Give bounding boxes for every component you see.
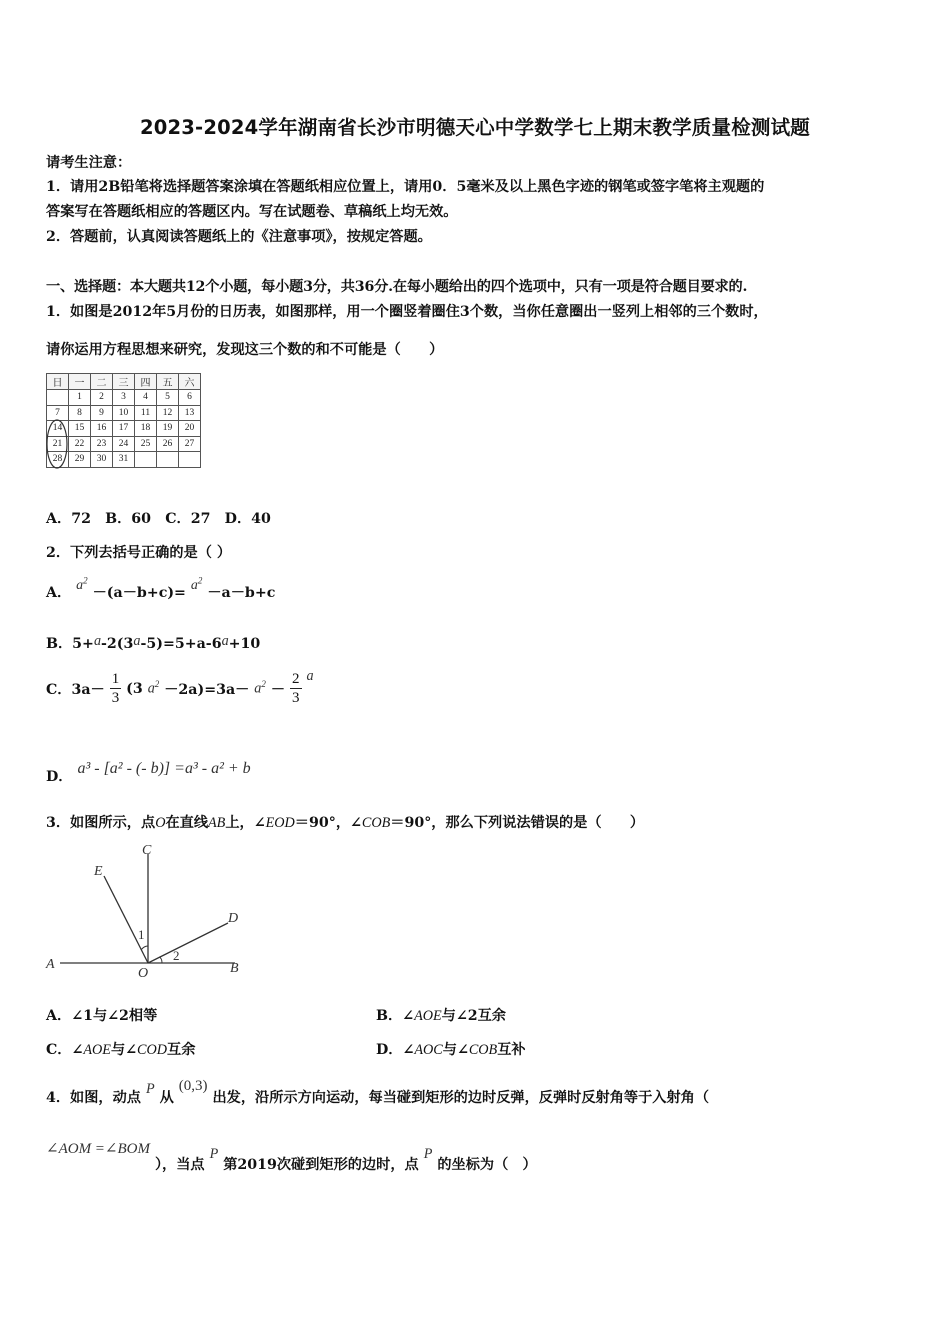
calendar-cell: 18 [135,421,157,437]
option-a-mid: －(a－b+c)= [92,585,186,601]
line-ab: AB [208,815,226,831]
q3-option-a: A．∠1与∠2相等 [46,1008,158,1024]
calendar-cell: 14 [47,421,69,437]
q3-stem-pre: 3．如图所示，点 [46,815,156,831]
angle-name: AOE [83,1042,111,1058]
q3-stem-mid3: ＝90°，∠ [294,815,362,831]
calendar-cell: 16 [91,421,113,437]
option-text: 互余 [167,1042,196,1058]
angle-eod: EOD [265,815,295,831]
q2-option-c [46,670,314,707]
option-c-label: C．3a－ [46,681,105,698]
calendar-cell: 15 [69,421,91,437]
option-text: 与∠2互余 [441,1008,506,1024]
calendar-cell: 22 [69,436,91,452]
var-a: a [147,680,155,697]
calendar-header-row [47,374,201,390]
q3-angle-figure [40,838,260,983]
point-p: P [209,1146,219,1162]
calendar-cell: 17 [113,421,135,437]
angle-name: AOE [414,1008,442,1024]
q4-stem-line-2 [46,1141,537,1173]
point-p: P [423,1146,433,1162]
calendar-cell: 27 [179,436,201,452]
option-label: D．∠ [376,1042,415,1058]
point-p: P [145,1081,155,1097]
angle-name: COB [468,1042,498,1058]
calendar-header-cell: 一 [69,374,91,390]
label-a: A [46,957,55,972]
q3-option-b [376,1005,506,1025]
calendar-cell: 5 [157,390,179,406]
exponent: 2 [261,679,266,690]
option-text: 与∠ [442,1042,469,1058]
q1-stem-line-2: 请你运用方程思想来研究，发现这三个数的和不可能是（ ） [46,342,444,358]
var-a: a [221,633,229,649]
calendar-cell: 24 [113,436,135,452]
q2-option-b [46,633,260,653]
angle-name: AOC [414,1042,443,1058]
q4-stem-line-1 [46,1078,710,1107]
calendar-cell: 28 [47,452,69,468]
fraction-one-third [110,670,122,707]
calendar-cell: 31 [113,452,135,468]
label-o: O [138,966,149,981]
angle-name: COD [137,1042,168,1058]
var-a: a [76,578,84,593]
q3-stem-mid: 在直线 [165,815,209,831]
denominator: 3 [292,690,300,706]
calendar-cell: 10 [113,405,135,421]
point-o: O [155,815,166,831]
angle-cob: COB [361,815,391,831]
calendar-cell: 26 [157,436,179,452]
calendar-cell [135,452,157,468]
calendar-cell: 9 [91,405,113,421]
calendar-header-cell: 二 [91,374,113,390]
calendar-cell: 3 [113,390,135,406]
calendar-cell: 8 [69,405,91,421]
option-a-label: A． [46,585,72,601]
option-c-mid: (3 [126,680,143,697]
calendar-cell [47,390,69,406]
label-d: D [228,911,239,926]
section-heading: 一、选择题：本大题共12个小题，每小题3分，共36分.在每小题给出的四个选项中，只有一项是符合题目要求的. [46,279,748,295]
calendar-cell [179,452,201,468]
option-b-tail: +10 [228,636,261,652]
q2-option-d [46,760,251,785]
q4-line2-mid2: 第2019次碰到矩形的边时，点 [223,1157,419,1173]
option-d-expression: a³ - [a² - (- b)] =a³ - a² + b [77,760,251,777]
option-text: 互补 [497,1042,526,1058]
q4-line2-mid: ），当点 [154,1157,205,1173]
option-c-mid2: －2a)=3a－ [164,681,250,698]
calendar-header-cell: 三 [113,374,135,390]
var-a: a [93,633,102,649]
notice-item-1-line-1: 1．请用2B铅笔将选择题答案涂填在答题纸相应位置上，请用0．5毫米及以上黑色字迹的钢笔或签字笔将主观题的 [46,179,765,195]
label-e: E [94,864,103,879]
minus-sign: － [270,681,286,698]
calendar-cell: 25 [135,436,157,452]
var-a: a [133,633,141,649]
q4-pre: 4．如图，动点 [46,1090,141,1106]
calendar-cell: 19 [157,421,179,437]
q2-stem: 2．下列去括号正确的是（ ） [46,545,232,561]
calendar-cell: 13 [179,405,201,421]
q2-option-a [46,575,276,602]
angle-equation: ∠AOM =∠BOM [46,1141,150,1157]
exponent: 2 [83,575,88,586]
label-b: B [230,961,239,976]
calendar-cell: 1 [69,390,91,406]
numerator: 2 [292,671,300,687]
q3-option-d [376,1039,526,1059]
option-label: B．∠ [376,1008,415,1024]
var-a: a [254,680,262,697]
exponent: 2 [197,575,203,586]
calendar-header-cell: 六 [179,374,201,390]
calendar-cell: 7 [47,405,69,421]
calendar-cell [157,452,179,468]
var-a: a [306,668,314,684]
calendar-cell: 12 [157,405,179,421]
calendar-cell: 21 [47,436,69,452]
calendar-header-cell: 日 [47,374,69,390]
page-title: 2023-2024学年湖南省长沙市明德天心中学数学七上期末教学质量检测试题 [139,116,811,139]
option-label: C．∠ [46,1042,84,1058]
label-c: C [142,843,152,858]
denominator: 3 [111,690,120,706]
numerator: 1 [111,671,120,687]
calendar-cell: 11 [135,405,157,421]
q1-stem-line-1: 1．如图是2012年5月份的日历表，如图那样，用一个圈竖着圈住3个数，当你任意圈出一竖列上相邻的三个数时， [46,304,768,320]
q1-options: A．72 B．60 C．27 D．40 [46,511,271,527]
q3-option-c [46,1039,195,1059]
calendar-header-cell: 四 [135,374,157,390]
option-a-tail: －a－b+c [207,585,276,601]
calendar-cell: 6 [179,390,201,406]
exponent: 2 [154,679,160,690]
calendar-header-cell: 五 [157,374,179,390]
notice-heading: 请考生注意： [46,155,132,171]
calendar-circle-mark [44,418,74,472]
notice-item-2: 2．答题前，认真阅读答题纸上的《注意事项》，按规定答题。 [46,229,432,245]
option-b-label: B．5+ [46,636,94,652]
notice-item-1-line-2: 答案写在答题纸相应的答题区内。写在试题卷、草稿纸上均无效。 [46,204,458,220]
q4-line1-tail: 出发，沿所示方向运动，每当碰到矩形的边时反弹，反弹时反射角等于入射角（ [212,1090,710,1106]
q3-stem-mid2: 上，∠ [225,815,266,831]
calendar-row [47,390,201,406]
fraction-two-thirds [290,670,302,707]
angle-1-arc [141,946,148,950]
option-text: 与∠ [110,1042,138,1058]
q4-from: 从 [159,1090,174,1106]
q4-line2-tail: 的坐标为（ ） [437,1157,537,1173]
option-d-label: D． [46,769,73,785]
q3-stem-tail: ＝90°，那么下列说法错误的是（ ） [390,815,645,831]
var-a: a [190,578,198,593]
label-angle-2: 2 [173,948,180,963]
option-b-mid: -2(3 [101,636,134,652]
label-angle-1: 1 [138,927,145,942]
option-b-mid2: -5)=5+a-6 [140,636,222,652]
calendar-cell: 29 [69,452,91,468]
calendar-cell: 2 [91,390,113,406]
calendar-cell: 30 [91,452,113,468]
calendar-cell: 23 [91,436,113,452]
calendar-cell: 4 [135,390,157,406]
q3-stem [46,812,644,832]
calendar-cell: 20 [179,421,201,437]
coordinate: (0,3) [178,1078,208,1094]
